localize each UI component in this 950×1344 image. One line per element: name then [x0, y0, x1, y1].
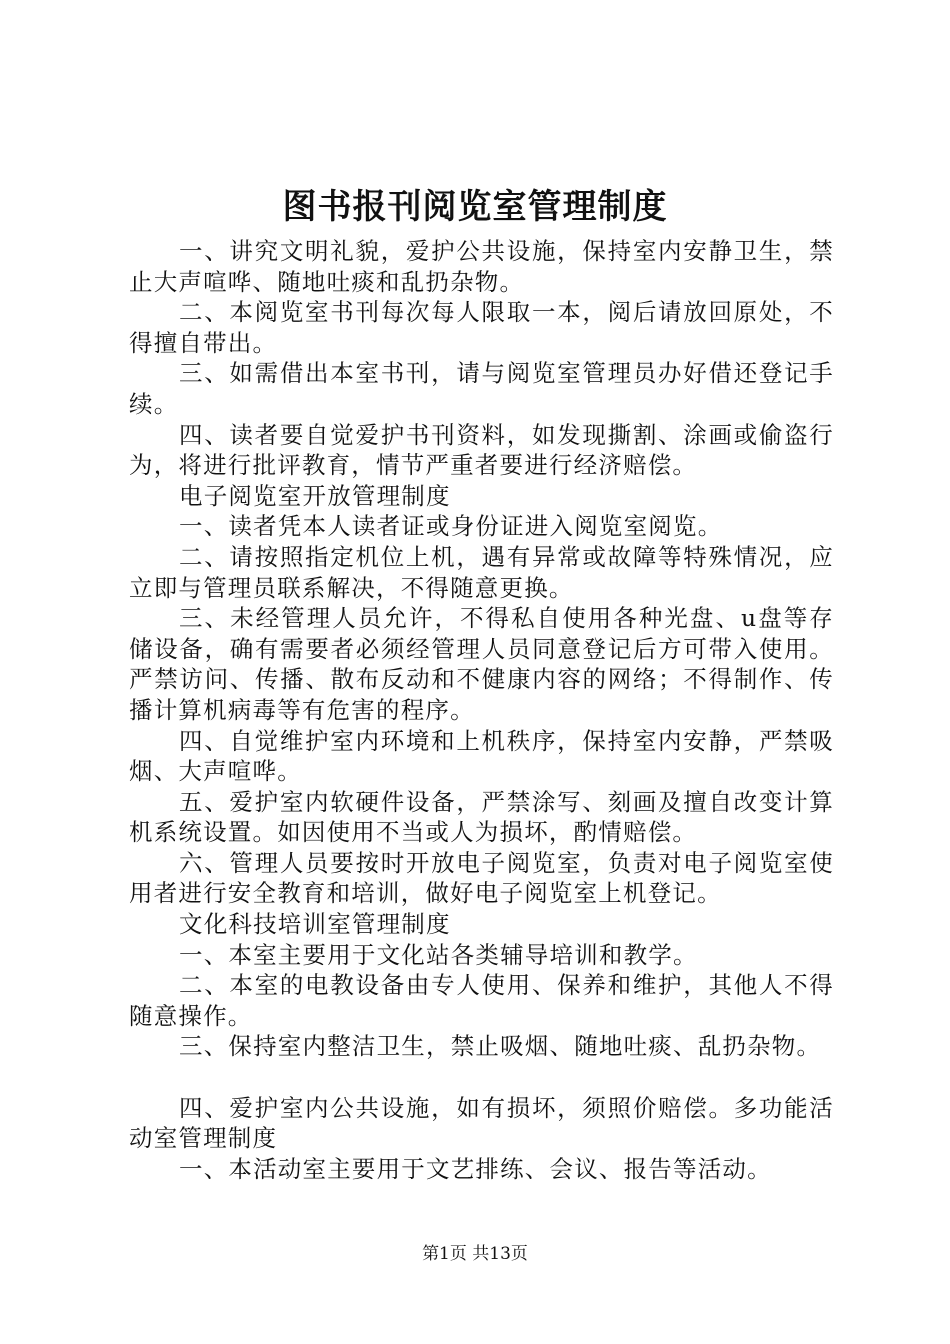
blank-line — [129, 1062, 834, 1093]
page-footer: 第1页 共13页 — [422, 1244, 528, 1264]
paragraph: 五、爱护室内软硬件设备，严禁涂写、刻画及擅自改变计算机系统设置。如因使用不当或人为损坏，酌情赔偿。 — [129, 787, 834, 847]
paragraph: 三、保持室内整洁卫生，禁止吸烟、随地吐痰、乱扔杂物。 — [179, 1032, 822, 1061]
paragraph: 一、讲究文明礼貌，爱护公共设施，保持室内安静卫生，禁止大声喧哗、随地吐痰和乱扔杂物。 — [129, 237, 834, 296]
paragraph: 二、请按照指定机位上机，遇有异常或故障等特殊情况，应立即与管理员联系解决，不得随意更换。 — [129, 542, 834, 602]
paragraph: 一、本室主要用于文化站各类辅导培训和教学。 — [179, 940, 698, 969]
paragraph: 一、读者凭本人读者证或身份证进入阅览室阅览。 — [179, 512, 723, 541]
section-heading: 电子阅览室开放管理制度 — [179, 481, 451, 510]
paragraph: 一、本活动室主要用于文艺排练、会议、报告等活动。 — [179, 1154, 772, 1183]
paragraph: 三、如需借出本室书刊，请与阅览室管理员办好借还登记手续。 — [129, 359, 834, 418]
paragraph: 六、管理人员要按时开放电子阅览室，负责对电子阅览室使用者进行安全教育和培训，做好电子阅览室上机登记。 — [129, 848, 834, 908]
paragraph: 二、本阅览室书刊每次每人限取一本，阅后请放回原处，不得擅自带出。 — [129, 298, 834, 357]
paragraph: 四、读者要自觉爱护书刊资料，如发现撕割、涂画或偷盗行为，将进行批评教育，情节严重者要进行经济赔偿。 — [129, 420, 834, 480]
paragraph: 二、本室的电教设备由专人使用、保养和维护，其他人不得随意操作。 — [129, 971, 834, 1030]
paragraph: 三、未经管理人员允许，不得私自使用各种光盘、u盘等存储设备，确有需要者必须经管理人员同意登记后方可带入使用。严禁访问、传播、散布反动和不健康内容的网络；不得制作、传播计算机病毒等有危害的程序。 — [129, 604, 834, 724]
document-body — [129, 236, 834, 1184]
paragraph: 四、自觉维护室内环境和上机秩序，保持室内安静，严禁吸烟、大声喧哗。 — [129, 726, 834, 786]
section-heading: 文化科技培训室管理制度 — [179, 910, 451, 939]
document-title: 图书报刊阅览室管理制度 — [282, 187, 668, 227]
paragraph: 四、爱护室内公共设施，如有损坏，须照价赔偿。多功能活动室管理制度 — [129, 1093, 834, 1153]
